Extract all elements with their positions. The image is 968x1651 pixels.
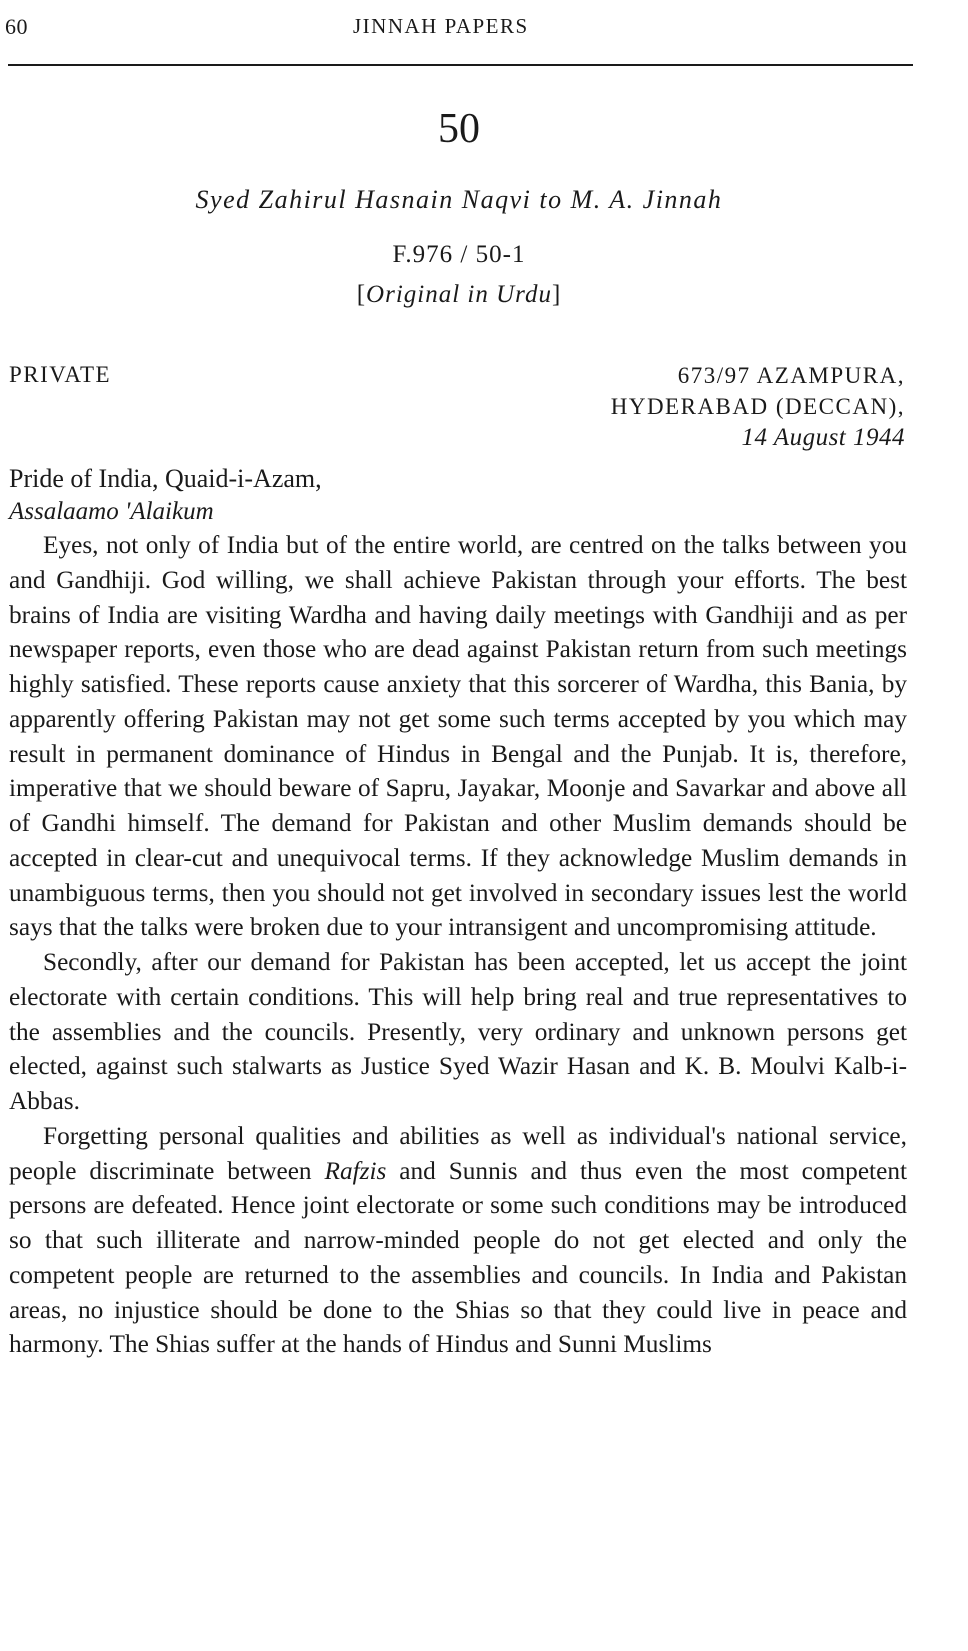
paragraph-3-end: and Sunnis and thus even the most competent persons are defeated. Hence joint electorate or some such conditions may be introduced so that such illiterate and narrow-minded people do not get elected and only the competent people are returned to the assemblies and councils. In India and Pakistan areas, no injustice should be done to the Shias so that they could live in peace and harmony. The Shias suffer at the hands of Hindus and Sunni Muslims [9,1156,907,1359]
book-title: JINNAH PAPERS [353,14,529,38]
sender-address [611,360,905,453]
letter-date: 14 August 1944 [741,424,905,451]
paragraph-3 [9,1119,907,1362]
paragraph-1: Eyes, not only of India but of the entire world, are centred on the talks between you and Gandhiji. God willing, we shall achieve Pakistan through your efforts. The best brains of India are visiting Wardha and having daily meetings with Gandhiji and as per newspaper reports, even those who are dead against Pakistan return from such meetings highly satisfied. These reports cause anxiety that this sorcerer of Wardha, this Bania, by apparently offering Pakistan may not get some such terms accepted by you which may result in permanent dominance of Hindus in Bengal and the Punjab. It is, therefore, imperative that we should beware of Sapru, Jayakar, Moonje and Savarkar and above all of Gandhi himself. The demand for Pakistan and other Muslim demands should be accepted in clear-cut and unequivocal terms. If they acknowledge Muslim demands in unambiguous terms, then you should not get involved in secondary issues lest the world says that the talks were broken due to your intransigent and uncompromising attitude. [9,531,907,942]
running-head [0,10,968,46]
original-language-note [0,281,918,309]
greeting: Assalaamo 'Alaikum [9,498,214,525]
note-text: Original in Urdu [366,281,552,308]
address-line-1: 673/97 AZAMPURA, [677,363,905,388]
classification-mark: PRIVATE [9,362,112,387]
paragraph-3-term: Rafzis [324,1156,387,1185]
note-bracket-close: ] [551,281,562,308]
document-number: 50 [438,106,480,152]
document-heading: Syed Zahirul Hasnain Naqvi to M. A. Jinnah [195,185,723,214]
file-reference: F.976 / 50-1 [392,241,526,268]
salutation: Pride of India, Quaid-i-Azam, [9,464,322,493]
note-bracket-open: [ [356,281,367,308]
salutation-block [9,462,322,528]
paragraph-2: Secondly, after our demand for Pakistan has been accepted, let us accept the joint electorate with certain conditions. This will help bring real and true representatives to the assemblies and the councils. Presently, very ordinary and unknown persons get elected, against such stalwarts as Justice Syed Wazir Hasan and K. B. Moulvi Kalb-i-Abbas. [9,948,907,1115]
header-rule [8,64,913,66]
letter-body [9,528,907,1362]
page-number: 60 [5,14,28,39]
address-line-2: HYDERABAD (DECCAN), [610,394,905,419]
paragraph-3-start: Forgetting personal qualities and abilities as well as individual's national service, people discriminate between [9,1121,907,1185]
